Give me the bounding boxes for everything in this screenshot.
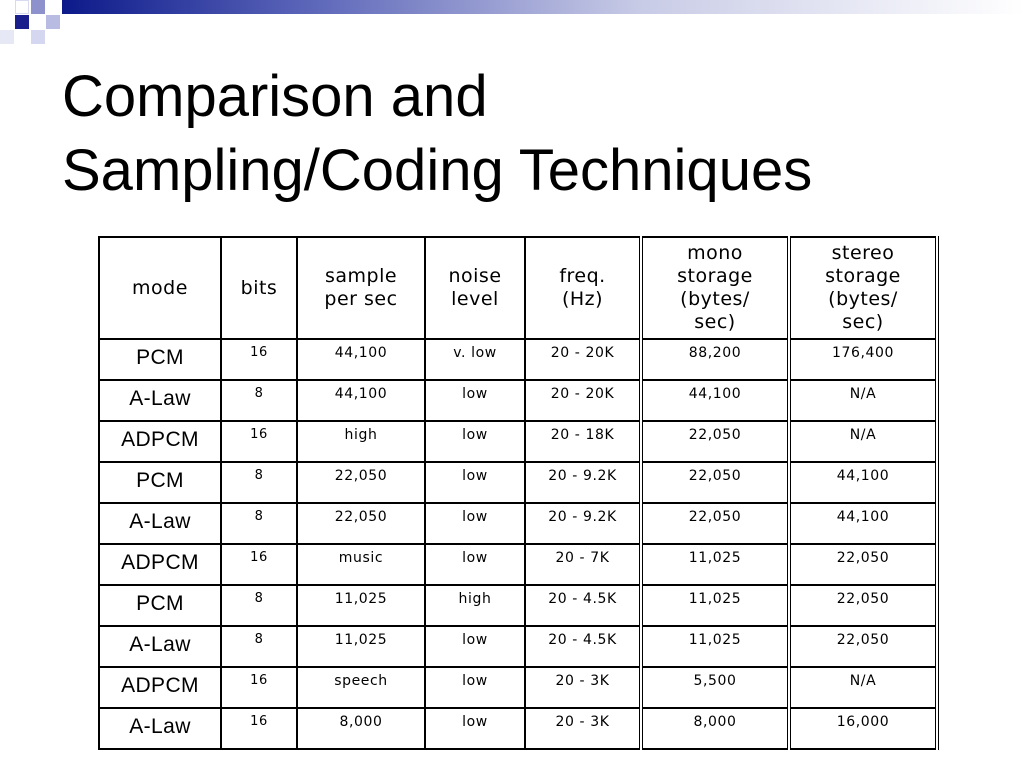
cell-frequency: 20 - 3K bbox=[525, 708, 641, 749]
table-row bbox=[99, 585, 937, 626]
cell-bits: 8 bbox=[221, 585, 297, 626]
cell-mono-storage: 8,000 bbox=[641, 708, 789, 749]
header-noise-level bbox=[425, 237, 525, 339]
table-row bbox=[99, 503, 937, 544]
cell-stereo-storage: 16,000 bbox=[789, 708, 937, 749]
header-noise-line: level bbox=[451, 288, 499, 310]
cell-sample-rate: 11,025 bbox=[297, 626, 425, 667]
header-stereo-line: storage bbox=[825, 265, 901, 287]
cell-noise-level: low bbox=[425, 544, 525, 585]
cell-noise-level: high bbox=[425, 585, 525, 626]
cell-sample-rate: music bbox=[297, 544, 425, 585]
header-stereo-line: (bytes/ bbox=[828, 288, 898, 310]
cell-frequency: 20 - 4.5K bbox=[525, 585, 641, 626]
cell-stereo-storage: N/A bbox=[789, 380, 937, 421]
cell-sample-rate: 22,050 bbox=[297, 503, 425, 544]
comparison-table-container bbox=[98, 236, 936, 750]
header-bits bbox=[221, 237, 297, 339]
header-stereo-storage bbox=[789, 237, 937, 339]
cell-stereo-storage: 44,100 bbox=[789, 462, 937, 503]
table-row bbox=[99, 462, 937, 503]
banner-square bbox=[31, 30, 45, 44]
cell-stereo-storage: 22,050 bbox=[789, 544, 937, 585]
cell-mode: ADPCM bbox=[99, 667, 221, 708]
header-sample-line: per sec bbox=[324, 288, 398, 310]
cell-mode: PCM bbox=[99, 585, 221, 626]
header-stereo-line: sec) bbox=[842, 311, 884, 333]
cell-stereo-storage: N/A bbox=[789, 667, 937, 708]
cell-noise-level: v. low bbox=[425, 339, 525, 380]
slide-title-line-2: Sampling/Coding Techniques bbox=[62, 138, 813, 203]
header-mode bbox=[99, 237, 221, 339]
cell-frequency: 20 - 20K bbox=[525, 380, 641, 421]
cell-bits: 16 bbox=[221, 544, 297, 585]
cell-mono-storage: 88,200 bbox=[641, 339, 789, 380]
cell-mode: ADPCM bbox=[99, 544, 221, 585]
header-bits-label: bits bbox=[240, 276, 278, 299]
cell-bits: 8 bbox=[221, 380, 297, 421]
cell-frequency: 20 - 7K bbox=[525, 544, 641, 585]
cell-frequency: 20 - 9.2K bbox=[525, 503, 641, 544]
cell-mono-storage: 22,050 bbox=[641, 421, 789, 462]
header-stereo-line: stereo bbox=[831, 242, 895, 264]
cell-frequency: 20 - 4.5K bbox=[525, 626, 641, 667]
header-sample-line: sample bbox=[324, 265, 398, 287]
cell-mode: A-Law bbox=[99, 380, 221, 421]
header-noise-line: noise bbox=[448, 265, 502, 287]
cell-sample-rate: speech bbox=[297, 667, 425, 708]
cell-stereo-storage: 22,050 bbox=[789, 626, 937, 667]
cell-mode: A-Law bbox=[99, 708, 221, 749]
cell-sample-rate: 8,000 bbox=[297, 708, 425, 749]
cell-stereo-storage: 22,050 bbox=[789, 585, 937, 626]
cell-frequency: 20 - 3K bbox=[525, 667, 641, 708]
cell-frequency: 20 - 9.2K bbox=[525, 462, 641, 503]
banner-square bbox=[46, 15, 60, 29]
cell-mode: ADPCM bbox=[99, 421, 221, 462]
cell-noise-level: low bbox=[425, 462, 525, 503]
cell-bits: 16 bbox=[221, 667, 297, 708]
cell-bits: 16 bbox=[221, 708, 297, 749]
cell-stereo-storage: 44,100 bbox=[789, 503, 937, 544]
slide-title-line-1: Comparison and bbox=[62, 64, 488, 129]
table-row bbox=[99, 544, 937, 585]
cell-stereo-storage: N/A bbox=[789, 421, 937, 462]
table-row bbox=[99, 380, 937, 421]
cell-bits: 8 bbox=[221, 462, 297, 503]
cell-bits: 16 bbox=[221, 339, 297, 380]
header-mono-storage bbox=[641, 237, 789, 339]
cell-bits: 8 bbox=[221, 503, 297, 544]
cell-sample-rate: high bbox=[297, 421, 425, 462]
cell-frequency: 20 - 18K bbox=[525, 421, 641, 462]
cell-sample-rate: 11,025 bbox=[297, 585, 425, 626]
cell-mono-storage: 11,025 bbox=[641, 544, 789, 585]
header-mono-line: sec) bbox=[694, 311, 736, 333]
header-mono-line: (bytes/ bbox=[680, 288, 750, 310]
table-row bbox=[99, 667, 937, 708]
header-frequency bbox=[525, 237, 641, 339]
header-mono-line: mono bbox=[687, 242, 743, 264]
header-sample-rate bbox=[297, 237, 425, 339]
banner-square bbox=[0, 30, 14, 44]
table-row bbox=[99, 708, 937, 749]
banner-square bbox=[15, 0, 29, 14]
cell-noise-level: low bbox=[425, 503, 525, 544]
cell-mono-storage: 22,050 bbox=[641, 503, 789, 544]
cell-sample-rate: 44,100 bbox=[297, 380, 425, 421]
banner-square bbox=[31, 0, 45, 14]
cell-mono-storage: 5,500 bbox=[641, 667, 789, 708]
header-freq-line: freq. bbox=[559, 265, 606, 287]
cell-mode: PCM bbox=[99, 462, 221, 503]
cell-mono-storage: 44,100 bbox=[641, 380, 789, 421]
cell-noise-level: low bbox=[425, 421, 525, 462]
cell-mode: A-Law bbox=[99, 626, 221, 667]
cell-bits: 8 bbox=[221, 626, 297, 667]
cell-noise-level: low bbox=[425, 708, 525, 749]
cell-mode: A-Law bbox=[99, 503, 221, 544]
cell-mode: PCM bbox=[99, 339, 221, 380]
cell-frequency: 20 - 20K bbox=[525, 339, 641, 380]
banner-gradient-bar bbox=[62, 0, 1024, 14]
table-row bbox=[99, 339, 937, 380]
cell-mono-storage: 11,025 bbox=[641, 585, 789, 626]
table-row bbox=[99, 626, 937, 667]
header-banner bbox=[0, 0, 1024, 48]
cell-bits: 16 bbox=[221, 421, 297, 462]
cell-mono-storage: 22,050 bbox=[641, 462, 789, 503]
cell-stereo-storage: 176,400 bbox=[789, 339, 937, 380]
header-freq-line: (Hz) bbox=[561, 288, 604, 310]
slide-title bbox=[62, 60, 982, 208]
cell-noise-level: low bbox=[425, 380, 525, 421]
cell-noise-level: low bbox=[425, 667, 525, 708]
table-row bbox=[99, 421, 937, 462]
header-mono-line: storage bbox=[677, 265, 753, 287]
banner-square bbox=[15, 15, 29, 29]
cell-sample-rate: 44,100 bbox=[297, 339, 425, 380]
cell-sample-rate: 22,050 bbox=[297, 462, 425, 503]
table-header-row bbox=[99, 237, 937, 339]
comparison-table bbox=[98, 236, 939, 750]
header-mode-label: mode bbox=[132, 276, 188, 299]
cell-noise-level: low bbox=[425, 626, 525, 667]
cell-mono-storage: 11,025 bbox=[641, 626, 789, 667]
